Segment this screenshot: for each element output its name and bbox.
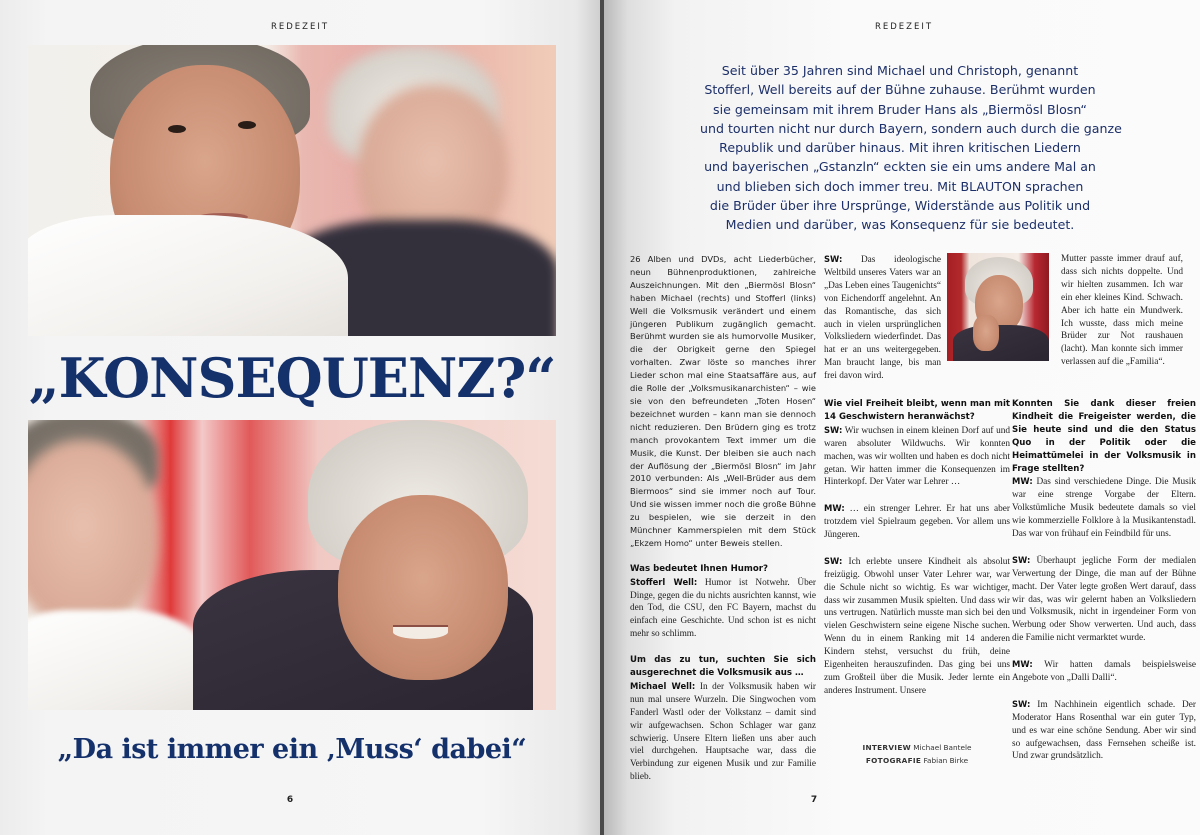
intro-line: und tourten nicht nur durch Bayern, sondern auch durch die ganze <box>700 120 1122 136</box>
intro-line: Stofferl, Well bereits auf der Bühne zuhause. Berühmt wurden <box>704 82 1096 98</box>
answer-text: Ich erlebte unsere Kindheit als absolut freizügig. Obwohl unser Vater Lehrer war, war die Schule nicht so wichtig. Es war wichtiger, dass wir zusammen Musik spielten. Und dass wir uns vertrugen. Natürlich musste man sich bei den vielen Geschwistern seine eigene Nische suchen. Wenn du in einem Ranking mit 14 anderen Kindern stehst, versuchst du früh, deine Eigenheiten herauszufinden. Das ging bei uns zum Großteil über die Musik. Jeder lernte ein anderes Instrument. Unsere <box>824 556 1011 696</box>
photo-top <box>28 45 556 336</box>
answer-block <box>824 555 1010 698</box>
qa-block <box>1012 398 1196 541</box>
qa-block <box>630 563 816 641</box>
credit-name: Fabian Birke <box>923 755 969 765</box>
article-column-3 <box>1012 398 1196 776</box>
speaker-label: SW: <box>1012 698 1031 709</box>
photo-figure-face <box>28 440 158 630</box>
question: Was bedeutet Ihnen Humor? <box>630 563 768 574</box>
credit-photo <box>824 755 1010 768</box>
running-head-left: REDEZEIT <box>270 22 330 32</box>
qa-block <box>824 398 1010 489</box>
answer-text: Im Nachhinein eigentlich schade. Der Moderator Hans Rosenthal war ein guter Typ, und es war eine schöne Sendung. Aber wir sind so aufgewachsen, dass Fernsehen scheiße ist. Und zwar grundsätzlich. <box>1012 699 1196 762</box>
headline: „KONSEQUENZ?“ <box>28 346 556 410</box>
speaker-label: Stofferl Well: <box>630 576 698 587</box>
answer-continued: Mutter passte immer drauf auf, dass sich nichts doppelte. Und wir hielten zusammen. Ich war ein eher kleines Kind. Schwach. Aber ich hatte ein Mundwerk. Ich wusste, dass mich meine Brüder zur Not raushauen (lacht). Man konnte sich immer verlassen auf die „Familia“. <box>1061 254 1183 368</box>
speaker-label: MW: <box>1012 659 1033 670</box>
question: Konnten Sie dank dieser freien Kindheit die Freigeister werden, die Sie heute sind und die den Status Quo in der Politik oder die Heimattümelei in der Volksmusik in Frage stellten? <box>1012 399 1196 474</box>
credit-interview <box>824 742 1010 755</box>
answer-text: In der Volksmusik haben wir nun mal unsere Wurzeln. Die Singwochen vom Fanderl Wastl oder der Volkstanz – damit sind wir aufgewachsen. Schon Schlager war ganz schwierig. Unsere Eltern ließen uns aber auch viel durchgehen. Hauptsache war, dass die Verbindung zur eigenen Musik und zur Familie blieb. <box>630 681 817 783</box>
answer-block <box>824 253 941 383</box>
qa-block <box>630 654 816 784</box>
speaker-label: SW: <box>824 254 843 264</box>
answer-block <box>1012 698 1196 764</box>
lead-paragraph: 26 Alben und DVDs, acht Liederbücher, neun Bühnenproduktionen, zahlreiche Auszeichnungen. Mit den „Biermösl Blosn“ haben Michael (rechts) und Stofferl (links) Well die Volksmusik verändert und einem jüngeren Publikum zugänglich gemacht. Berühmt wurden sie als humorvolle Musiker, die der Obrigkeit gerne den Spiegel vorhalten. Zwar löste so manches ihrer Lieder schon mal eine Staatsaffäre aus, auf die Rolle der „Volksmusikanarchisten“ – wie sie von den befreundeten „Toten Hosen“ bezeichnet wurden – kann man sie dennoch nicht reduzieren. Den Brüdern ging es trotz manch provokantem Text immer um die Musik, die Kunst. Der bleiben sie auch nach der Auflösung der „Biermösl Blosn“ im Jahr 2010 verbunden: Als „Well-Brüder aus dem Biermoos“ sind sie immer noch auf Tour. Und sie wissen immer noch die große Bühne zu bespielen, wie sie derzeit in den Münchner Kammerspielen mit dem Stück „Ekzem Homo“ unter Beweis stellen. <box>630 254 816 548</box>
photo-figure-shirt <box>28 215 348 336</box>
answer-text: Überhaupt jegliche Form der medialen Verwertung der Dinge, die man auf der Bühne macht. Der Vater legte großen Wert darauf, dass wir das, was wir gelernt haben an Volksliedern und Volksmusik, nicht in irgendeiner Form von Werbung oder Show verwerten. Und auch, dass die Familie nicht vermarktet wurde. <box>1012 555 1196 644</box>
photo-figure-eye <box>238 121 256 129</box>
credit-label: INTERVIEW <box>862 743 911 752</box>
answer-text: Wir wuchsen in einem kleinen Dorf auf und waren absoluter Wildwuchs. Wir konnten machen, was wir wollten und haben es doch nicht getan. Wir hatten immer die Konsequenzen im Hinterkopf. Der Vater war Lehrer … <box>824 425 1011 488</box>
answer-text: Wir hatten damals beispielsweise Angebote von „Dalli Dalli“. <box>1012 660 1196 683</box>
article-column-1 <box>630 253 816 797</box>
speaker-label: SW: <box>1012 554 1031 565</box>
article-column-3-top <box>1061 253 1183 382</box>
photo-figure-eye <box>168 125 186 133</box>
speaker-label: SW: <box>824 555 843 566</box>
question: Wie viel Freiheit bleibt, wenn man mit 14 Geschwistern heranwächst? <box>824 399 1010 422</box>
intro-paragraph <box>700 61 1122 235</box>
photo-figure-hand <box>973 315 999 351</box>
photo-figure-smile <box>393 625 448 639</box>
credits <box>824 742 1010 767</box>
photo-portrait-small <box>947 253 1049 361</box>
running-head-right: REDEZEIT <box>874 22 934 32</box>
photo-figure-shirt <box>953 325 1049 361</box>
photo-bottom <box>28 420 556 710</box>
answer-block <box>1012 554 1196 645</box>
speaker-label: MW: <box>824 503 845 514</box>
intro-line: Republik und darüber hinaus. Mit ihren kritischen Liedern <box>719 140 1081 156</box>
article-column-2 <box>824 398 1010 711</box>
photo-figure-shirt <box>28 610 208 710</box>
intro-line: Medien und darüber, was Konsequenz für sie bedeutet. <box>725 217 1075 233</box>
answer-text: Humor ist Notwehr. Über Dinge, gegen die du nichts ausrichten kannst, wie den Tod, die CSU, den FC Bayern, machst du einfach eine Geschichte. Und schon ist es nicht mehr so schlimm. <box>630 577 816 640</box>
intro-line: und bayerischen „Gstanzln“ eckten sie ein ums andere Mal an <box>704 159 1096 175</box>
answer-block <box>824 502 1010 542</box>
intro-line: Seit über 35 Jahren sind Michael und Christoph, genannt <box>721 63 1079 78</box>
credit-label: FOTOGRAFIE <box>865 755 922 765</box>
answer-text: Das sind verschiedene Dinge. Die Musik war eine strenge Vorgabe der Eltern. Volkstümliche Musik bedeutete damals so viel wie kommerzielle Folklore à la Musikantenstadl. Das war von frühauf ein Feindbild für uns. <box>1012 477 1196 540</box>
page-number-right: 7 <box>810 795 818 805</box>
intro-line: und blieben sich doch immer treu. Mit BLAUTON sprachen <box>716 178 1084 194</box>
answer-text: … ein strenger Lehrer. Er hat uns aber trotzdem viel Spielraum gegeben. Vor allem uns Jüngeren. <box>824 504 1010 541</box>
intro-line: die Brüder über ihre Ursprünge, Widerstände aus Politik und <box>709 198 1091 214</box>
credit-name: Michael Bantele <box>913 743 972 752</box>
speaker-label: MW: <box>1012 476 1033 487</box>
intro-line: sie gemeinsam mit ihrem Bruder Hans als „Biermösl Blosn“ <box>713 101 1087 117</box>
question: Um das zu tun, suchten Sie sich ausgerechnet die Volksmusik aus … <box>630 655 816 678</box>
answer-block <box>1012 658 1196 685</box>
answer-text: Das ideologische Weltbild unseres Vaters war an „Das Leben eines Taugenichts“ von Eichendorff angelehnt. An das Romantische, das sich auch in vielen ursprünglichen Volksliedern wiederfindet. Das hat er an uns weitergegeben. Man braucht lange, bis man frei davon wird. <box>824 255 941 382</box>
page-number-left: 6 <box>286 795 294 805</box>
article-column-2-top <box>824 253 941 396</box>
photo-figure-face <box>338 495 508 680</box>
subheadline: „Da ist immer ein ‚Muss‘ dabei“ <box>57 734 527 765</box>
speaker-label: SW: <box>824 424 843 435</box>
speaker-label: Michael Well: <box>630 680 696 691</box>
